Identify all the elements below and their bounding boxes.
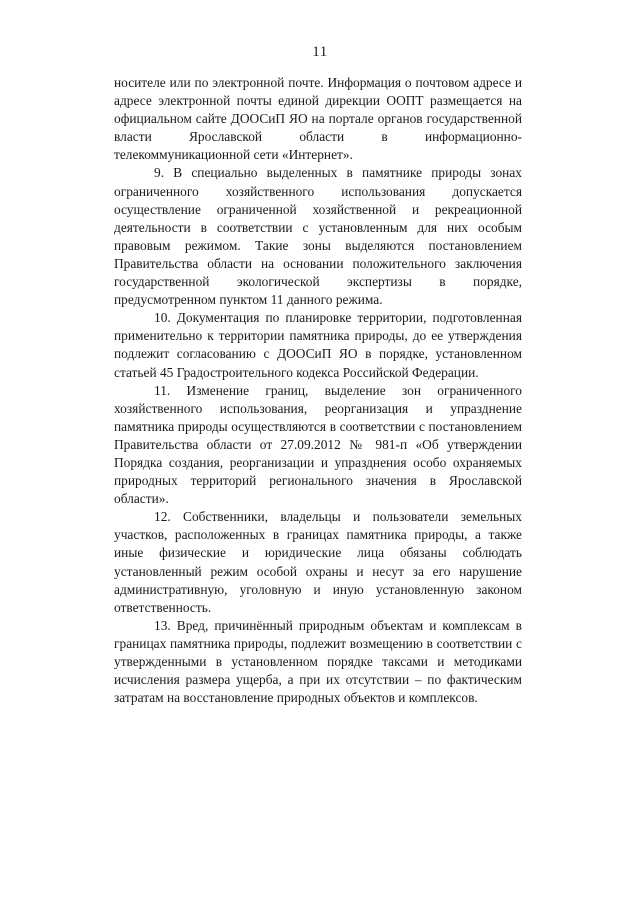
page-number: 11 [312,44,328,60]
paragraph-9: 9. В специально выделенных в памятнике природы зонах ограниченного хозяйственного использования допускается осуществление ограниченной хозяйственной и рекреационной деятельности в соответствии с установленным для них особым правовым режимом. Такие зоны выделяются постановлением Правительства области на основании положительного заключения государственной экологической экспертизы в порядке, предусмотренном пунктом 11 данного режима. [114,165,522,308]
paragraph-11: 11. Изменение границ, выделение зон ограниченного хозяйственного использования, реорганизация и упразднение памятника природы осуществляются в соответствии с постановлением Правительства области от 27.09.2012 № 981-п «Об утверждении Порядка создания, реорганизации и упразднения особо охраняемых природных территорий регионального значения в Ярославской области». [114,382,522,507]
paragraph-continuation: носителе или по электронной почте. Информация о почтовом адресе и адресе электронной почты единой дирекции ООПТ размещается на официальном сайте ДООСиП ЯО на портале органов государственной власти Ярославской области в информационно-телекоммуникационной сети «Интернет». [114,75,522,163]
paragraph-13: 13. Вред, причинённый природным объектам и комплексам в границах памятника природы, подлежит возмещению в соответствии с утвержденными в установленном порядке таксами и методиками исчисления размера ущерба, а при их отсутствии – по фактическим затратам на восстановление природных объектов и комплексов. [114,617,522,706]
paragraph-10: 10. Документация по планировке территории, подготовленная применительно к территории памятника природы, до ее утверждения подлежит согласованию с ДООСиП ЯО в порядке, установленном статьей 45 Градостроительного кодекса Российской Федерации. [114,310,522,380]
paragraph-12: 12. Собственники, владельцы и пользователи земельных участков, расположенных в границах памятника природы, а также иные физические и юридические лица обязаны соблюдать установленный режим особой охраны и несут за его нарушение административную, уголовную и иную установленную законом ответственность. [114,509,522,615]
document-body [114,74,522,707]
